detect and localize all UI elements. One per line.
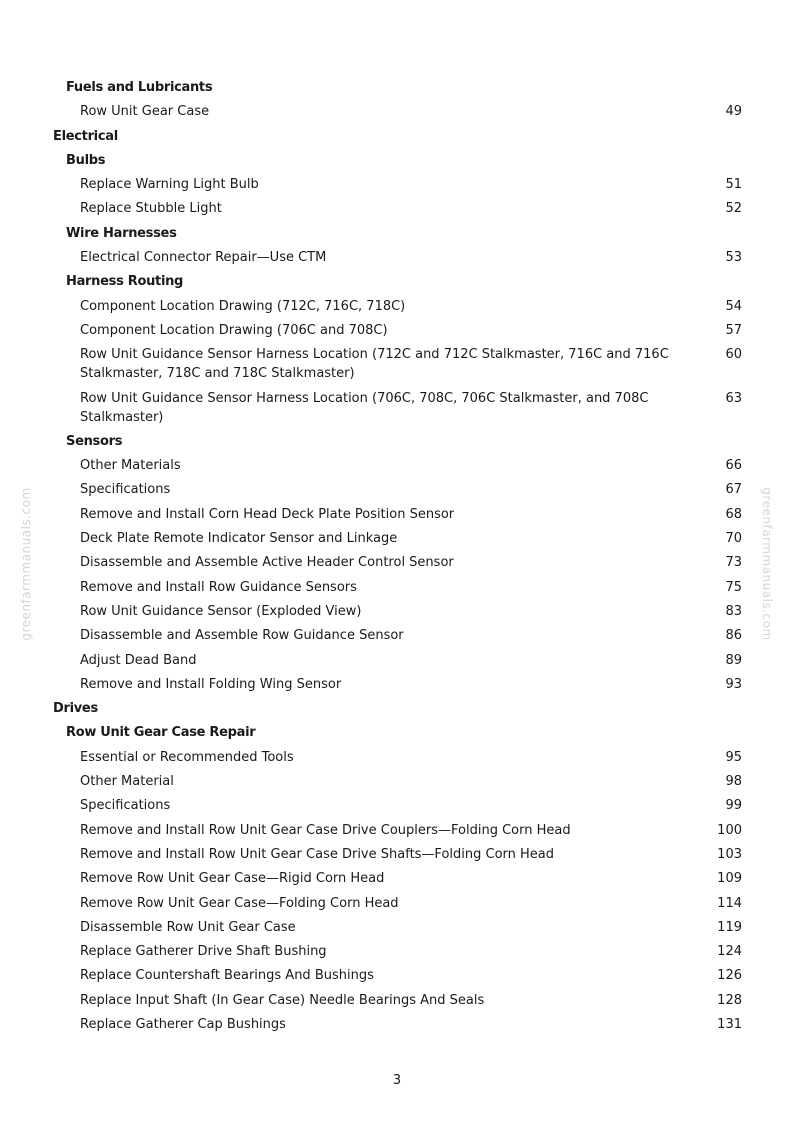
toc-entry[interactable]	[0, 295, 794, 319]
toc-entry-title: Adjust Dead Band	[80, 652, 197, 668]
toc-subsection	[0, 222, 794, 246]
toc-section	[0, 125, 794, 149]
toc-page-number: 126	[717, 968, 742, 984]
toc-entry[interactable]	[0, 454, 794, 478]
toc-entry-title: Remove Row Unit Gear Case—Rigid Corn Head	[80, 871, 385, 887]
toc-entry-title: Row Unit Guidance Sensor Harness Location (712C and 712C Stalkmaster, 716C and 716C Stalkmaster, 718C and 718C Stalkmaster)	[80, 347, 669, 382]
toc-page-number: 89	[725, 652, 742, 668]
toc-entry-title: Remove and Install Corn Head Deck Plate Position Sensor	[80, 506, 455, 522]
toc-entry[interactable]	[0, 746, 794, 770]
toc-entry-title: Other Material	[80, 774, 174, 790]
toc-page-number: 70	[725, 531, 742, 547]
toc-entry-title: Disassemble Row Unit Gear Case	[80, 919, 296, 935]
toc-entry-title: Component Location Drawing (706C and 708C)	[80, 322, 388, 338]
toc-page-number: 54	[725, 298, 742, 314]
toc-page-number: 51	[725, 177, 742, 193]
toc-subsection-title: Wire Harnesses	[66, 225, 177, 241]
toc-entry-title: Other Materials	[80, 458, 181, 474]
toc-entry-title: Disassemble and Assemble Active Header Control Sensor	[80, 555, 454, 571]
toc-page-number: 49	[725, 104, 742, 120]
toc-entry[interactable]	[0, 551, 794, 575]
toc-entry[interactable]	[0, 246, 794, 270]
toc-entry[interactable]	[0, 319, 794, 343]
toc-entry[interactable]	[0, 503, 794, 527]
toc-entry-title: Remove and Install Row Unit Gear Case Drive Couplers—Folding Corn Head	[80, 822, 571, 838]
toc-entry-title: Replace Gatherer Drive Shaft Bushing	[80, 944, 327, 960]
toc-subsection-title: Row Unit Gear Case Repair	[66, 725, 256, 741]
toc-subsection	[0, 721, 794, 745]
toc-page-number: 124	[717, 944, 742, 960]
toc-entry[interactable]	[0, 673, 794, 697]
toc-entry-title: Component Location Drawing (712C, 716C, 718C)	[80, 298, 406, 314]
toc-subsection-title: Bulbs	[66, 152, 106, 168]
toc-entry-title: Specifications	[80, 798, 171, 814]
toc-page-number: 103	[717, 846, 742, 862]
toc-entry[interactable]	[0, 100, 794, 124]
toc-entry-title: Replace Gatherer Cap Bushings	[80, 1016, 286, 1032]
toc-entry[interactable]	[0, 387, 794, 430]
toc-page-number: 67	[725, 482, 742, 498]
toc-entry[interactable]	[0, 600, 794, 624]
toc-entry-title: Row Unit Gear Case	[80, 104, 210, 120]
toc-entry[interactable]	[0, 624, 794, 648]
toc-entry-title: Remove Row Unit Gear Case—Folding Corn Head	[80, 895, 399, 911]
toc-page-number: 99	[725, 798, 742, 814]
toc-entry[interactable]	[0, 819, 794, 843]
toc-entry[interactable]	[0, 1013, 794, 1037]
toc-entry[interactable]	[0, 770, 794, 794]
toc-entry[interactable]	[0, 173, 794, 197]
toc-page-number: 68	[725, 506, 742, 522]
toc-page-number: 57	[725, 322, 742, 338]
watermark-left: greenfarmmanuals.com	[19, 487, 33, 641]
toc-entry-title: Electrical Connector Repair—Use CTM	[80, 250, 327, 266]
toc-entry-title: Remove and Install Folding Wing Sensor	[80, 676, 342, 692]
toc-entry[interactable]	[0, 197, 794, 221]
watermark-right: greenfarmmanuals.com	[760, 487, 774, 641]
toc-page-number: 98	[725, 774, 742, 790]
toc-subsection-title: Sensors	[66, 433, 123, 449]
toc-entry-title: Disassemble and Assemble Row Guidance Sensor	[80, 628, 404, 644]
toc-entry-title: Remove and Install Row Guidance Sensors	[80, 579, 357, 595]
toc-entry[interactable]	[0, 576, 794, 600]
toc-entry-title: Replace Warning Light Bulb	[80, 177, 259, 193]
toc-entry-title: Essential or Recommended Tools	[80, 749, 294, 765]
toc-entry[interactable]	[0, 794, 794, 818]
page-number: 3	[392, 1073, 402, 1088]
toc-page-number: 75	[725, 579, 742, 595]
toc-page-number: 109	[717, 871, 742, 887]
toc-page-number: 53	[725, 250, 742, 266]
toc-page-number: 95	[725, 749, 742, 765]
toc-entry[interactable]	[0, 843, 794, 867]
toc-entry[interactable]	[0, 649, 794, 673]
toc-section	[0, 697, 794, 721]
toc-page-number: 83	[725, 603, 742, 619]
toc-entry-title: Remove and Install Row Unit Gear Case Drive Shafts—Folding Corn Head	[80, 846, 555, 862]
toc-entry[interactable]	[0, 867, 794, 891]
toc-page-number: 128	[717, 992, 742, 1008]
toc-page-number: 100	[717, 822, 742, 838]
toc-entry-title: Row Unit Guidance Sensor (Exploded View)	[80, 603, 362, 619]
toc-page-number: 52	[725, 201, 742, 217]
toc-subsection	[0, 430, 794, 454]
toc-section-title: Drives	[53, 701, 98, 717]
toc-subsection-title: Harness Routing	[66, 274, 184, 290]
toc-subsection	[0, 76, 794, 100]
toc-entry[interactable]	[0, 940, 794, 964]
toc-entry[interactable]	[0, 527, 794, 551]
toc-entry[interactable]	[0, 343, 794, 386]
toc-entry-title: Replace Countershaft Bearings And Bushings	[80, 968, 374, 984]
toc-section-title: Electrical	[53, 128, 118, 144]
toc-entry[interactable]	[0, 478, 794, 502]
toc-entry-title: Replace Stubble Light	[80, 201, 222, 217]
toc-entry-title: Row Unit Guidance Sensor Harness Location (706C, 708C, 706C Stalkmaster, and 708C Stalkmaster)	[80, 390, 649, 425]
toc-entry-title: Replace Input Shaft (In Gear Case) Needle Bearings And Seals	[80, 992, 485, 1008]
toc-page-number: 86	[725, 628, 742, 644]
toc-entry-title: Deck Plate Remote Indicator Sensor and Linkage	[80, 531, 398, 547]
table-of-contents	[0, 76, 794, 1037]
toc-page-number: 131	[717, 1016, 742, 1032]
toc-page-number: 73	[725, 555, 742, 571]
toc-entry[interactable]	[0, 964, 794, 988]
toc-entry-title: Specifications	[80, 482, 171, 498]
toc-subsection	[0, 270, 794, 294]
toc-page-number: 114	[717, 895, 742, 911]
toc-entry[interactable]	[0, 916, 794, 940]
toc-subsection	[0, 149, 794, 173]
toc-page-number: 119	[717, 919, 742, 935]
toc-entry[interactable]	[0, 989, 794, 1013]
toc-page-number: 93	[725, 676, 742, 692]
toc-entry[interactable]	[0, 892, 794, 916]
toc-page-number: 63	[725, 390, 742, 406]
toc-page-number: 60	[725, 347, 742, 363]
toc-page-number: 66	[725, 458, 742, 474]
toc-subsection-title: Fuels and Lubricants	[66, 80, 213, 95]
